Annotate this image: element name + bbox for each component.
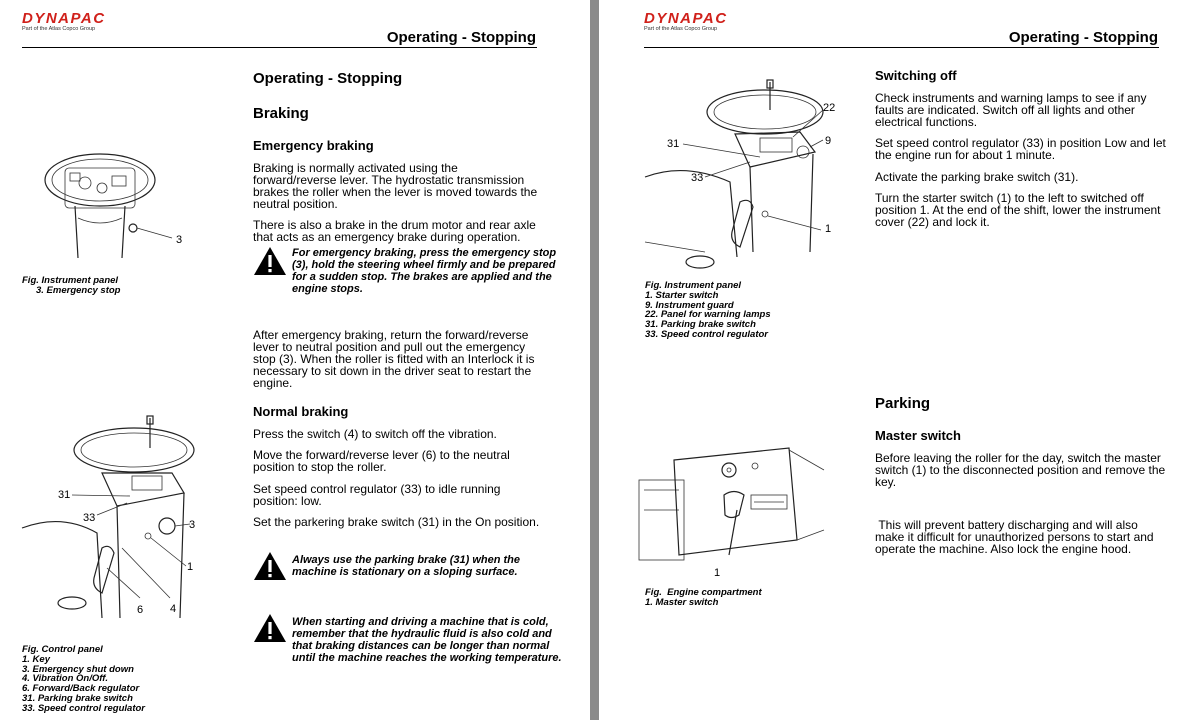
caption-item: 31. Parking brake switch (22, 692, 133, 704)
callout-label: 3 (189, 519, 196, 531)
callout-label: 4 (170, 603, 177, 615)
caption-item: 9. Instrument guard (645, 299, 734, 311)
warning-text: Always use the parking brake (31) when the machine is stationary on a sloping surface. (292, 554, 521, 578)
caption-title: Fig. Control panel (22, 644, 103, 655)
figure-caption (645, 281, 771, 340)
brand-logo (644, 11, 728, 32)
caption-item: 1. Starter switch (645, 289, 719, 301)
paragraph: After emergency braking, return the forward/reverse lever to neutral position and pull out the emergency stop (3). When the roller is fitted with an Interlock it is necessary to sit down in the driver seat to restart the engine. (253, 328, 535, 390)
paragraph: Set speed control regulator (33) in position Low and let the engine run for about 1 minute. (875, 136, 1166, 162)
control-panel-illustration (22, 418, 212, 618)
callout-label: 3 (176, 234, 183, 246)
warning-icon (253, 551, 287, 586)
callout-label: 33 (83, 512, 96, 524)
figure-caption (645, 588, 762, 608)
caption-title: Fig. Instrument panel (645, 280, 742, 291)
caption-item: 3. Emergency shut down (22, 663, 134, 675)
instrument-panel-illustration (645, 82, 845, 282)
paragraph: Activate the parking brake switch (31). (875, 170, 1079, 184)
callout-label: 1 (825, 223, 832, 235)
paragraph: Turn the starter switch (1) to the left to switched off position 1. At the end of the shift, lower the instrument cover (22) and lock it. (875, 191, 1161, 229)
callout-label: 6 (137, 604, 144, 616)
warning-text: When starting and driving a machine that is cold, remember that the hydraulic fluid is also cold and that braking distances can be longer than normal until the machine reaches the working temperature. (292, 616, 562, 664)
callout-label: 9 (825, 135, 832, 147)
warning-text: For emergency braking, press the emergency stop (3), hold the steering wheel firmly and be prepared for a sudden stop. The brakes are applied and the engine stops. (292, 247, 557, 295)
caption-item: 22. Panel for warning lamps (645, 309, 771, 321)
step-text: Set the parkering brake switch (31) in the On position. (253, 515, 540, 529)
paragraph: There is also a brake in the drum motor and rear axle that acts as an emergency brake during operation. (253, 218, 536, 244)
emergency-braking-heading: Emergency braking (253, 138, 374, 153)
instrument-panel-illustration (40, 148, 190, 258)
step-text: Move the forward/reverse lever (6) to the neutral position to stop the roller. (253, 448, 510, 474)
section-title: Operating - Stopping (253, 70, 403, 87)
manual-page-right (599, 0, 1179, 720)
callout-label: 22 (823, 102, 836, 114)
switching-off-heading: Switching off (875, 68, 957, 83)
paragraph: Before leaving the roller for the day, switch the master switch (1) to the disconnected position and remove the key. (875, 451, 1166, 489)
caption-item: 31. Parking brake switch (645, 319, 756, 331)
logo-tagline: Part of the Atlas Copco Group (644, 26, 718, 32)
running-header-title: Operating - Stopping (1008, 29, 1158, 46)
brand-logo (22, 11, 106, 32)
parking-heading: Parking (875, 395, 931, 412)
header-rule (644, 47, 1159, 48)
caption-title: Fig. Engine compartment (645, 587, 762, 598)
caption-item: 3. Emergency stop (36, 284, 121, 296)
callout-label: 31 (667, 138, 680, 150)
logo-text: DYNAPAC (644, 10, 728, 27)
engine-compartment-illustration (639, 440, 829, 570)
caption-item: 33. Speed control regulator (22, 702, 145, 714)
caption-title: Fig. Instrument panel (22, 275, 119, 286)
step-text: Set speed control regulator (33) to idle running position: low. (253, 482, 501, 508)
paragraph: This will prevent battery discharging and will also make it difficult for unauthorized persons to start and operate the machine. Also lock the engine hood. (875, 518, 1157, 556)
page-gutter (590, 0, 599, 720)
logo-text: DYNAPAC (22, 10, 106, 27)
logo-tagline: Part of the Atlas Copco Group (22, 26, 96, 32)
warning-icon (253, 246, 287, 281)
callout-label: 31 (58, 489, 71, 501)
running-header-title: Operating - Stopping (386, 29, 536, 46)
paragraph: Braking is normally activated using the forward/reverse lever. The hydrostatic transmission brakes the roller when the lever is moved towards the neutral position. (253, 161, 538, 211)
caption-item: 6. Forward/Back regulator (22, 683, 140, 695)
paragraph: Check instruments and warning lamps to see if any faults are indicated. Switch off all lights and other electrical functions. (875, 91, 1147, 129)
header-rule (22, 47, 537, 48)
caption-item: 4. Vibration On/Off. (22, 673, 109, 685)
normal-braking-heading: Normal braking (253, 404, 349, 419)
caption-item: 33. Speed control regulator (645, 328, 768, 340)
figure-caption (22, 645, 145, 714)
callout-label: 1 (187, 561, 194, 573)
warning-icon (253, 613, 287, 648)
figure-caption (22, 276, 120, 296)
callout-label: 1 (714, 567, 721, 579)
caption-item: 1. Master switch (645, 596, 719, 608)
callout-label: 33 (691, 172, 704, 184)
caption-item: 1. Key (22, 653, 50, 665)
master-switch-heading: Master switch (875, 428, 961, 443)
braking-heading: Braking (253, 105, 309, 122)
step-text: Press the switch (4) to switch off the vibration. (253, 427, 497, 441)
